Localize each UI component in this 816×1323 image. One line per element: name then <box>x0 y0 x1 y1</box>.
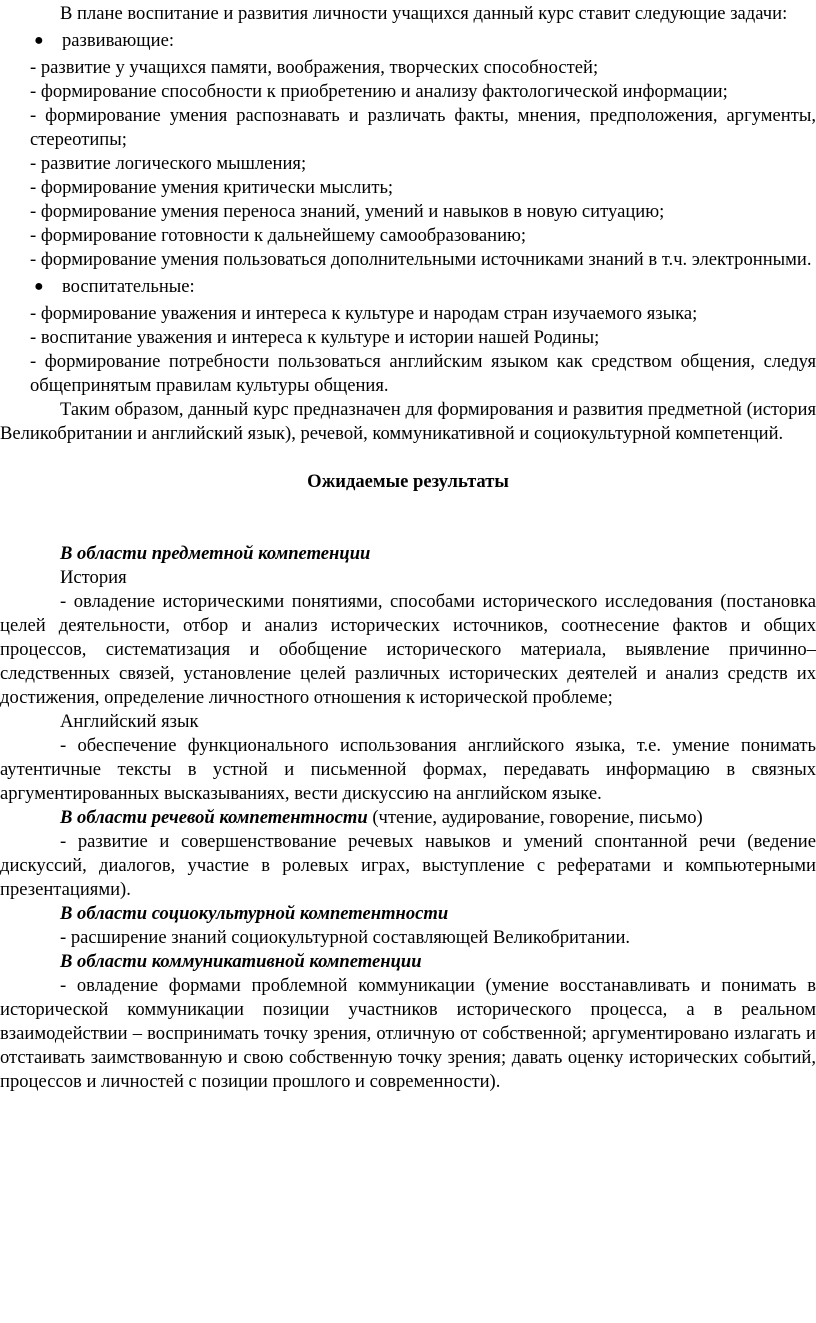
communicative-heading: В области коммуникативной компетенции <box>60 951 422 972</box>
list-item: - формирование потребности пользоваться английским языком как средством общения, следуя общепринятым правилам культуры общения. <box>30 351 816 396</box>
speech-heading: В области речевой компетентности <box>60 807 368 828</box>
sociocultural-heading: В области социокультурной компетентности <box>60 903 449 924</box>
list-item: - формирование умения пользоваться дополнительными источниками знаний в т.ч. электронными. <box>30 249 812 270</box>
english-label: Английский язык <box>60 711 199 732</box>
list-item: - формирование готовности к дальнейшему самообразованию; <box>30 225 527 246</box>
speech-paragraph: - развитие и совершенствование речевых навыков и умений спонтанной речи (ведение дискуссий, диалогов, участие в ролевых играх, выступление с рефератами и компьютерными презентациями). <box>0 831 816 900</box>
list-item: - развитие логического мышления; <box>30 153 307 174</box>
spacer <box>0 518 816 542</box>
intro-paragraph: В плане воспитание и развития личности учащихся данный курс ставит следующие задачи: <box>60 3 788 24</box>
spacer <box>0 494 816 518</box>
list-item: - воспитание уважения и интереса к культуре и истории нашей Родины; <box>30 327 600 348</box>
developmental-heading: развивающие: <box>62 30 174 51</box>
educational-list <box>0 302 816 398</box>
speech-heading-line <box>0 806 816 830</box>
results-title: Ожидаемые результаты <box>307 471 509 492</box>
developmental-bullet <box>0 29 816 53</box>
educational-bullet <box>0 275 816 299</box>
speech-heading-note: (чтение, аудирование, говорение, письмо) <box>367 807 703 828</box>
english-paragraph: - обеспечение функционального использования английского языка, т.е. умение понимать аутентичные тексты в устной и письменной формах, передавать информацию в связных аргументированных высказываниях, вести дискуссию на английском языке. <box>0 735 816 804</box>
spacer <box>0 446 816 470</box>
communicative-paragraph: - овладение формами проблемной коммуникации (умение восстанавливать и понимать в исторической коммуникации позиции участников исторического процесса, а в реальном взаимодействии – воспринимать точку зрения, отличную от собственной; аргументировано излагать и отстаивать заимствованную и свою собственную точку зрения; давать оценку исторических событий, процессов и личностей с позиции прошлого и современности). <box>0 975 816 1092</box>
sociocultural-paragraph: - расширение знаний социокультурной составляющей Великобритании. <box>60 927 631 948</box>
subject-heading: В области предметной компетенции <box>60 543 371 564</box>
list-item: - формирование умения распознавать и различать факты, мнения, предположения, аргументы, стереотипы; <box>30 105 816 150</box>
list-item: - формирование уважения и интереса к культуре и народам стран изучаемого языка; <box>30 303 698 324</box>
bullet-icon: ● <box>34 278 44 295</box>
list-item: - развитие у учащихся памяти, воображения, творческих способностей; <box>30 57 599 78</box>
history-label: История <box>60 567 127 588</box>
list-item: - формирование умения переноса знаний, умений и навыков в новую ситуацию; <box>30 201 665 222</box>
bullet-icon: ● <box>34 32 44 49</box>
document-page <box>0 2 816 1323</box>
list-item: - формирование способности к приобретению и анализу фактологической информации; <box>30 81 728 102</box>
history-paragraph: - овладение историческими понятиями, способами исторического исследования (постановка целей деятельности, отбор и анализ исторических источников, соотнесение фактов и общих процессов, систематизация и обобщение исторического материала, выявление причинно–следственных связей, установление целей различных исторических деятелей и анализ средств их достижения, определение личностного отношения к исторической проблеме; <box>0 591 816 708</box>
conclusion-paragraph: Таким образом, данный курс предназначен для формирования и развития предметной (история Великобритании и английский язык), речевой, коммуникативной и социокультурной компетенций. <box>0 399 816 444</box>
developmental-list <box>0 56 816 272</box>
list-item: - формирование умения критически мыслить; <box>30 177 394 198</box>
educational-heading: воспитательные: <box>62 276 195 297</box>
